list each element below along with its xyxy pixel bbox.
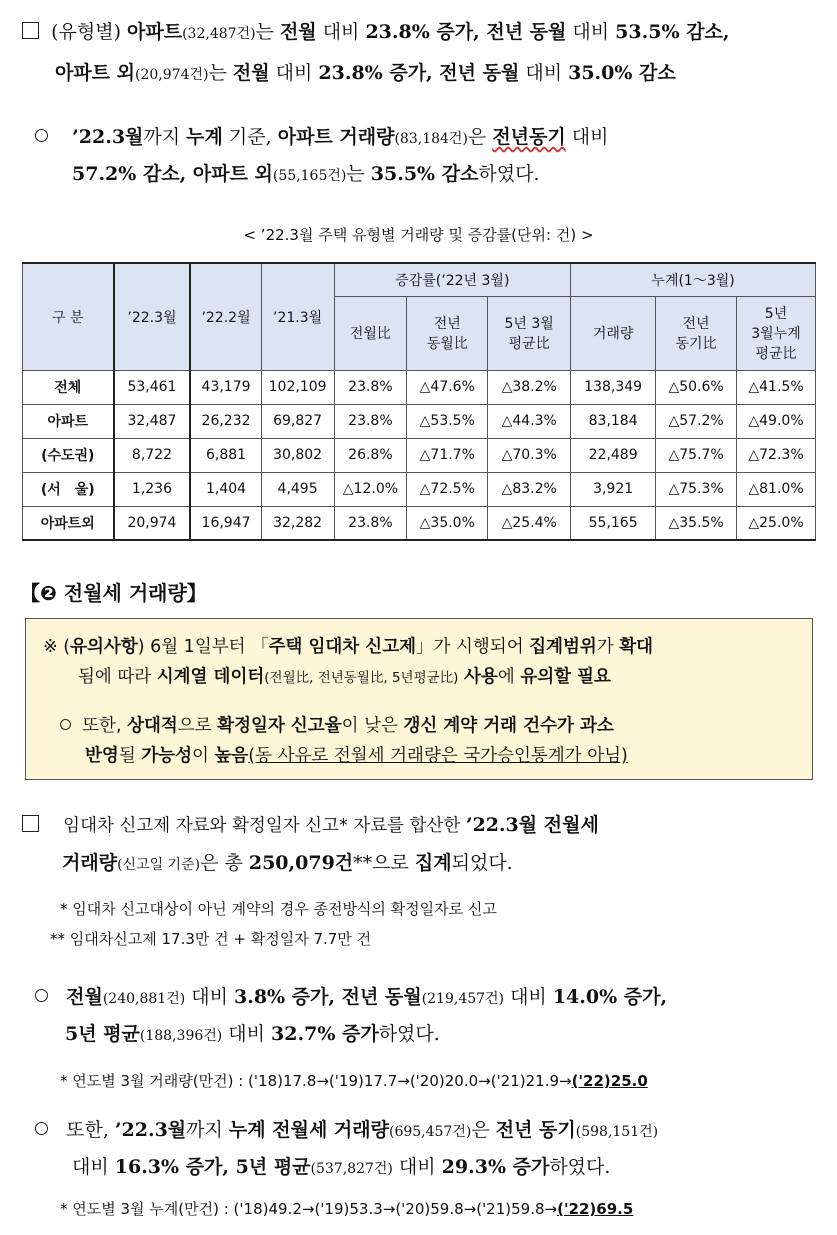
text: ) 6월 1일부터 「 <box>137 637 269 657</box>
table-caption: < ’22.3월 주택 유형별 거래량 및 증감률(단위: 건) > <box>243 226 594 244</box>
text: 까지 <box>143 126 187 148</box>
text-bold: 가능성 <box>141 746 192 766</box>
text: 대비 <box>222 1023 272 1045</box>
text: 임대차 신고제 자료와 확정일자 신고* 자료를 합산한 <box>63 816 466 836</box>
text: 됨에 따라 <box>78 667 157 687</box>
table-row <box>23 472 816 506</box>
table-cell: 1,404 <box>190 472 261 506</box>
text: 동월比 <box>426 336 468 352</box>
text-bold: 누계 <box>186 126 223 148</box>
text-bold: 사용 <box>464 667 498 687</box>
table-cell: 20,974 <box>114 506 191 540</box>
circle-bullet-icon <box>35 1122 48 1135</box>
row-label: (수도권) <box>23 438 114 472</box>
text-bold: 14.0% 증가, <box>552 986 668 1008</box>
table-cell: 138,349 <box>571 370 656 404</box>
table-cell: 32,487 <box>114 404 191 438</box>
table-row <box>23 438 816 472</box>
para3-line2 <box>62 851 513 877</box>
text: 은 <box>467 126 493 148</box>
text: 5년 <box>764 306 788 322</box>
text-bold: 57.2% 감소, 아파트 외 <box>72 163 273 185</box>
text: 까지 <box>186 1119 229 1141</box>
header-gubun: 구 분 <box>23 263 114 370</box>
footnote-4 <box>60 1198 633 1219</box>
text-bold: 누계 전월세 거래량 <box>228 1119 389 1141</box>
text: 하였다. <box>549 1156 611 1178</box>
table-cell: △25.4% <box>488 506 571 540</box>
table-cell: 16,947 <box>190 506 261 540</box>
square-bullet-icon <box>22 815 39 832</box>
text: **으로 <box>353 852 415 874</box>
table-cell: 8,722 <box>114 438 191 472</box>
table-cell: 23.8% <box>334 506 407 540</box>
text: 대비 <box>392 1156 442 1178</box>
text-bold: 전년동기 <box>492 126 566 148</box>
notice-line4 <box>85 742 628 767</box>
text-bold: 거래량 <box>62 852 118 874</box>
table-cell: △50.6% <box>656 370 737 404</box>
text-small: (83,184건) <box>394 131 468 147</box>
text-bold: 29.3% 증가 <box>441 1156 550 1178</box>
text: 대비 <box>566 21 616 43</box>
row-label: 아파트외 <box>23 506 114 540</box>
notice-line1 <box>43 633 653 658</box>
table-cell: 102,109 <box>261 370 334 404</box>
text: 가 <box>596 637 620 657</box>
table-cell: 32,282 <box>261 506 334 540</box>
text: 은 총 <box>200 852 249 874</box>
text: 될 <box>118 746 142 766</box>
para2-line1 <box>35 125 608 151</box>
text: 는 <box>346 163 371 185</box>
text-bold-underline: ('22)25.0 <box>571 1072 648 1090</box>
text: 또한, <box>82 716 128 736</box>
text-small: (240,881건) <box>102 991 186 1007</box>
circle-bullet-icon <box>60 719 71 730</box>
text-bold: 250,079건 <box>248 852 354 874</box>
para2-line2 <box>72 162 540 188</box>
text-bold-underline: ('22)69.5 <box>557 1200 634 1218</box>
table-cell: △83.2% <box>488 472 571 506</box>
table-cell: 4,495 <box>261 472 334 506</box>
text-bold: 주택 임대차 신고제 <box>268 637 417 657</box>
square-bullet-icon <box>22 22 39 39</box>
text-bold: 23.8% 증가, 전년 동월 <box>318 62 520 84</box>
text-small: (695,457건) <box>388 1124 472 1140</box>
table-cell: 26,232 <box>190 404 261 438</box>
text: 이 낮은 <box>341 716 404 736</box>
text-bold: 35.0% 감소 <box>568 62 676 84</box>
table-cell: 3,921 <box>571 472 656 506</box>
text: 또한, <box>66 1119 115 1141</box>
text-small: (신고일 기준) <box>117 857 201 873</box>
text-bold: 높음 <box>214 746 249 766</box>
text-bold: ’22.3월 <box>114 1119 187 1141</box>
text-small: (219,457건) <box>421 991 505 1007</box>
text-small: (전월比, 전년동월比, 5년평균比) <box>264 670 459 686</box>
para1-line1 <box>22 20 729 46</box>
table-cell: △38.2% <box>488 370 571 404</box>
text-bold: 반영 <box>85 746 119 766</box>
text: 대비 <box>565 126 609 148</box>
text: 전년 <box>433 316 461 332</box>
text-bold: 집계 <box>414 852 452 874</box>
table-cell: △81.0% <box>737 472 816 506</box>
text: 에 <box>497 667 521 687</box>
notice-line2 <box>78 663 611 688</box>
text-small: (55,165건) <box>272 168 347 184</box>
table-cell: △75.7% <box>656 438 737 472</box>
notice-line3 <box>60 712 614 737</box>
table-cell: △72.3% <box>737 438 816 472</box>
table-cell: 69,827 <box>261 404 334 438</box>
section-heading: 【❷ 전월세 거래량】 <box>20 581 207 605</box>
text: 으로 <box>177 716 218 736</box>
table-row <box>23 404 816 438</box>
text-bold: 아파트 <box>127 21 183 43</box>
header-col3: ’21.3월 <box>261 263 334 370</box>
table-cell: △71.7% <box>407 438 488 472</box>
table-cell: △35.5% <box>656 506 737 540</box>
text-bold: 35.5% 감소 <box>370 163 479 185</box>
text-bold: 아파트 거래량 <box>277 126 395 148</box>
header-yoy-cum <box>656 296 737 370</box>
table-cell: △75.3% <box>656 472 737 506</box>
table-cell: 23.8% <box>334 404 407 438</box>
text: 은 <box>471 1119 496 1141</box>
text-small: (537,827건) <box>310 1161 393 1177</box>
text: * 연도별 3월 거래량(만건) : ('18)17.8→('19)17.7→('20)20.0→('21)21.9→ <box>60 1072 572 1090</box>
text-bold: 유의사항 <box>70 637 138 657</box>
text-bold: 53.5% 감소, <box>615 21 730 43</box>
text: 동기比 <box>675 336 717 352</box>
header-5yr <box>488 296 571 370</box>
header-group-cumulative: 누계(1～3월) <box>571 263 816 296</box>
text-bold: 집계범위 <box>529 637 597 657</box>
header-yoy <box>407 296 488 370</box>
table-cell: △12.0% <box>334 472 407 506</box>
row-label: 아파트 <box>23 404 114 438</box>
header-mom: 전월比 <box>334 296 407 370</box>
header-col2: ’22.2월 <box>190 263 261 370</box>
table-cell: 23.8% <box>334 370 407 404</box>
text: 」가 시행되어 <box>416 637 530 657</box>
table-cell: 30,802 <box>261 438 334 472</box>
text: (유형별) <box>51 21 128 43</box>
text: * 연도별 3월 누계(만건) : ('18)49.2→('19)53.3→('20)59.8→('21)59.8→ <box>60 1200 558 1218</box>
text: 하였다. <box>478 163 540 185</box>
text-bold: ’22.3월 <box>72 126 144 148</box>
text-bold: 확대 <box>619 637 654 657</box>
text-bold: 전년 동기 <box>495 1119 576 1141</box>
header-col1: ’22.3월 <box>114 263 191 370</box>
text: 전년 <box>682 316 710 332</box>
text: 는 <box>208 62 233 84</box>
text: 는 <box>255 21 280 43</box>
para1-line2 <box>55 61 676 87</box>
transaction-table <box>22 262 816 541</box>
text-bold: 시계열 데이터 <box>156 667 265 687</box>
text: 되었다. <box>451 852 513 874</box>
table-cell: 1,236 <box>114 472 191 506</box>
text: 대비 <box>504 986 553 1008</box>
footnote-2: ** 임대차신고제 17.3만 건 + 확정일자 7.7만 건 <box>50 930 372 948</box>
text-bold: 전월 <box>232 62 270 84</box>
table-cell: 26.8% <box>334 438 407 472</box>
table-cell: 43,179 <box>190 370 261 404</box>
header-volume: 거래량 <box>571 296 656 370</box>
text-small: (32,487건) <box>182 26 256 42</box>
para3-line1 <box>22 813 599 838</box>
text: 대비 <box>519 62 569 84</box>
text-bold: 전월 <box>279 21 317 43</box>
text: 이 <box>192 746 215 766</box>
table-cell: △49.0% <box>737 404 816 438</box>
para5-line1 <box>35 1118 658 1144</box>
text: 5년 3월 <box>504 316 554 332</box>
text-bold: 유의할 필요 <box>520 667 611 687</box>
text-bold: 확정일자 신고율 <box>217 716 342 736</box>
text: 대비 <box>316 21 366 43</box>
footnote-1: * 임대차 신고대상이 아닌 계약의 경우 종전방식의 확정일자로 신고 <box>60 900 497 918</box>
text-bold: 상대적 <box>127 716 178 736</box>
table-cell: △70.3% <box>488 438 571 472</box>
text: 평균比 <box>508 336 550 352</box>
text-bold: ’22.3월 전월세 <box>465 814 599 836</box>
text-underline: (동 사유로 전월세 거래량은 국가승인통계가 아님) <box>248 746 628 766</box>
table-cell: 83,184 <box>571 404 656 438</box>
table-cell: △25.0% <box>737 506 816 540</box>
footnote-3 <box>60 1070 648 1091</box>
text-small: (188,396건) <box>139 1028 223 1044</box>
text: 3월누계 <box>751 326 801 342</box>
text-bold: 16.3% 증가, 5년 평균 <box>114 1156 311 1178</box>
table-cell: 55,165 <box>571 506 656 540</box>
text-bold: 5년 평균 <box>65 1023 140 1045</box>
circle-bullet-icon <box>35 129 48 142</box>
para5-line2 <box>72 1155 610 1181</box>
table-cell: △47.6% <box>407 370 488 404</box>
text: 대비 <box>185 986 234 1008</box>
table-cell: △72.5% <box>407 472 488 506</box>
row-label: 전체 <box>23 370 114 404</box>
text-small: (598,151건) <box>575 1124 659 1140</box>
text: 하였다. <box>378 1023 440 1045</box>
text: 대비 <box>72 1156 115 1178</box>
text-bold: 전월 <box>66 986 103 1008</box>
text: 평균比 <box>755 346 797 362</box>
text-bold: 3.8% 증가, 전년 동월 <box>233 986 422 1008</box>
table-cell: △35.0% <box>407 506 488 540</box>
text-bold: 갱신 계약 거래 건수가 과소 <box>403 716 614 736</box>
header-group-change: 증감률(’22년 3월) <box>334 263 571 296</box>
text: ※ ( <box>43 637 71 657</box>
table-cell: △53.5% <box>407 404 488 438</box>
table-cell: △41.5% <box>737 370 816 404</box>
table-cell: 53,461 <box>114 370 191 404</box>
table-cell: 22,489 <box>571 438 656 472</box>
text-small: (20,974건) <box>135 67 209 83</box>
table-cell: △57.2% <box>656 404 737 438</box>
text: 기준, <box>222 126 278 148</box>
table-row <box>23 506 816 540</box>
text-bold: 23.8% 증가, 전년 동월 <box>365 21 567 43</box>
para4-line2 <box>65 1022 440 1048</box>
text: 대비 <box>269 62 319 84</box>
table-cell: △44.3% <box>488 404 571 438</box>
para4-line1 <box>35 985 667 1011</box>
text-bold: 아파트 외 <box>55 62 136 84</box>
circle-bullet-icon <box>35 989 48 1002</box>
row-label: (서 울) <box>23 472 114 506</box>
table-row <box>23 370 816 404</box>
text-bold: 32.7% 증가 <box>271 1023 379 1045</box>
table-cell: 6,881 <box>190 438 261 472</box>
header-5yr-cum <box>737 296 816 370</box>
